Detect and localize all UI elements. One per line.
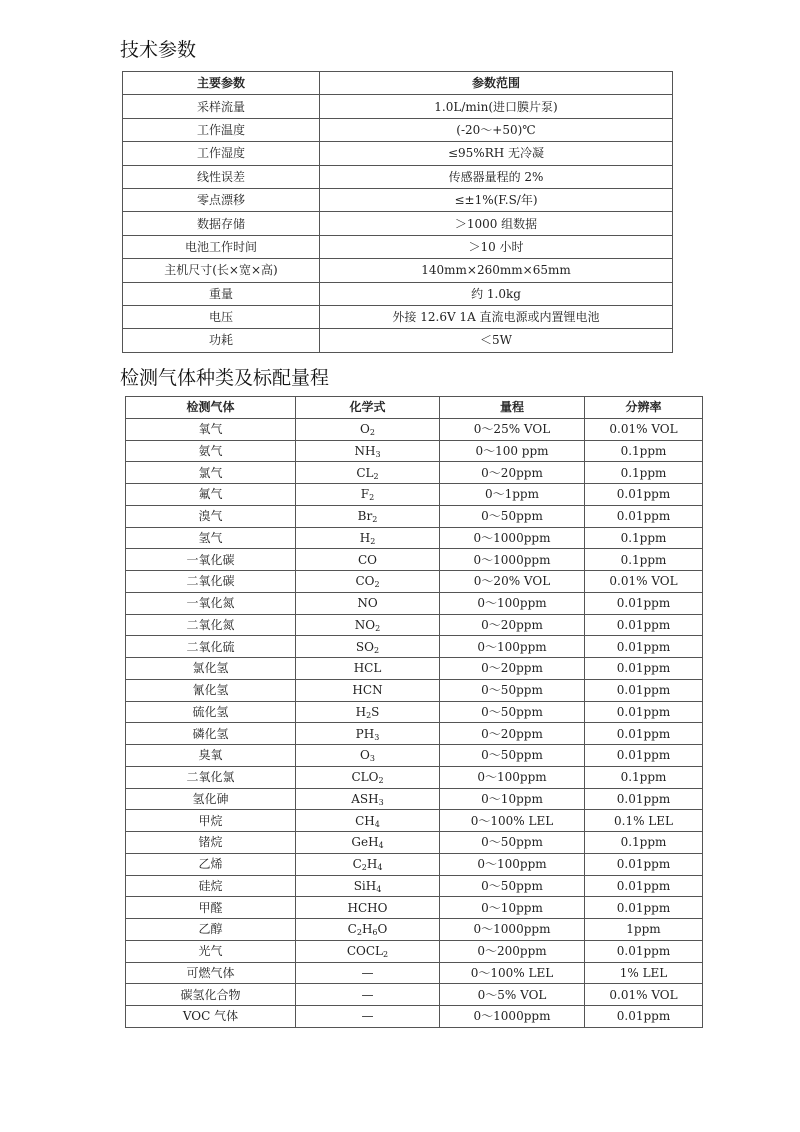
resolution: 0.01% VOL <box>585 418 703 440</box>
formula-subscript: 6 <box>372 928 378 938</box>
formula-part: O <box>360 748 370 763</box>
chemical-formula <box>296 636 440 658</box>
table-row <box>126 527 703 549</box>
gas-name: 二氧化氮 <box>126 614 296 636</box>
param-name: 功耗 <box>123 329 320 352</box>
resolution: 0.1ppm <box>585 766 703 788</box>
gas-name: 可燃气体 <box>126 962 296 984</box>
chemical-formula <box>296 788 440 810</box>
table-row <box>123 212 673 235</box>
formula-part: NH <box>354 443 376 458</box>
chemical-formula <box>296 984 440 1006</box>
table-row <box>123 235 673 258</box>
measure-range: 0～100ppm <box>440 766 585 788</box>
formula-subscript: 3 <box>374 732 380 742</box>
formula-subscript: 2 <box>375 623 381 633</box>
param-name: 采样流量 <box>123 95 320 118</box>
resolution: 0.1ppm <box>585 440 703 462</box>
gas-name: 磷化氢 <box>126 723 296 745</box>
table-row <box>123 188 673 211</box>
table-row <box>126 832 703 854</box>
table-row <box>123 305 673 328</box>
gas-name: 氯化氢 <box>126 658 296 680</box>
resolution: 0.01ppm <box>585 505 703 527</box>
chemical-formula <box>296 592 440 614</box>
table-row <box>126 658 703 680</box>
resolution: 0.01ppm <box>585 788 703 810</box>
table-row <box>126 679 703 701</box>
measure-range: 0～10ppm <box>440 788 585 810</box>
header-gas: 检测气体 <box>126 397 296 419</box>
table-row <box>123 142 673 165</box>
formula-subscript: 4 <box>377 863 383 873</box>
resolution: 0.01ppm <box>585 636 703 658</box>
chemical-formula <box>296 1006 440 1028</box>
measure-range: 0～50ppm <box>440 701 585 723</box>
chemical-formula <box>296 701 440 723</box>
chemical-formula <box>296 679 440 701</box>
formula-part: CL <box>356 465 374 480</box>
measure-range: 0～50ppm <box>440 832 585 854</box>
chemical-formula <box>296 658 440 680</box>
formula-subscript: 2 <box>361 863 367 873</box>
header-param-range: 参数范围 <box>320 72 673 95</box>
chemical-formula <box>296 919 440 941</box>
header-resolution: 分辨率 <box>585 397 703 419</box>
chemical-formula <box>296 527 440 549</box>
gas-name: 硫化氢 <box>126 701 296 723</box>
formula-part: HCHO <box>347 900 388 915</box>
measure-range: 0～20ppm <box>440 723 585 745</box>
measure-range: 0～5% VOL <box>440 984 585 1006</box>
formula-part: CH <box>355 813 375 828</box>
measure-range: 0～10ppm <box>440 897 585 919</box>
table-row <box>123 259 673 282</box>
gas-name: 氢气 <box>126 527 296 549</box>
param-name: 电压 <box>123 305 320 328</box>
formula-part: S <box>371 704 380 719</box>
table-row <box>126 571 703 593</box>
measure-range: 0～20ppm <box>440 462 585 484</box>
gas-name: 锗烷 <box>126 832 296 854</box>
param-value: 约 1.0kg <box>320 282 673 305</box>
formula-part: C <box>347 922 357 937</box>
formula-subscript: 2 <box>366 710 372 720</box>
table-row <box>126 592 703 614</box>
table-row <box>126 462 703 484</box>
chemical-formula <box>296 614 440 636</box>
formula-part: COCL <box>346 944 384 959</box>
gas-name: 溴气 <box>126 505 296 527</box>
formula-part: PH <box>355 726 375 741</box>
table-row <box>126 940 703 962</box>
table-row <box>126 984 703 1006</box>
param-value: ＞1000 组数据 <box>320 212 673 235</box>
chemical-formula <box>296 440 440 462</box>
param-value: ＞10 小时 <box>320 235 673 258</box>
gas-name: 氧气 <box>126 418 296 440</box>
table-row <box>126 636 703 658</box>
measure-range: 0～50ppm <box>440 875 585 897</box>
chemical-formula <box>296 853 440 875</box>
formula-subscript: 2 <box>369 493 375 503</box>
param-name: 线性误差 <box>123 165 320 188</box>
measure-range: 0～100% LEL <box>440 962 585 984</box>
formula-part: SiH <box>353 878 377 893</box>
formula-part: — <box>361 1009 374 1024</box>
param-name: 电池工作时间 <box>123 235 320 258</box>
header-formula: 化学式 <box>296 397 440 419</box>
measure-range: 0～20% VOL <box>440 571 585 593</box>
formula-part: — <box>361 965 374 980</box>
gas-name: 氯气 <box>126 462 296 484</box>
table-row <box>126 897 703 919</box>
chemical-formula <box>296 766 440 788</box>
formula-part: C <box>352 857 362 872</box>
resolution: 0.01ppm <box>585 897 703 919</box>
table-row <box>126 505 703 527</box>
header-range: 量程 <box>440 397 585 419</box>
param-value: 1.0L/min(进口膜片泵) <box>320 95 673 118</box>
table-row <box>126 810 703 832</box>
measure-range: 0～100% LEL <box>440 810 585 832</box>
formula-part: CO <box>355 574 375 589</box>
table-header-row <box>123 72 673 95</box>
formula-part: NO <box>354 617 376 632</box>
resolution: 0.1ppm <box>585 832 703 854</box>
table-row <box>123 282 673 305</box>
table-row <box>126 1006 703 1028</box>
resolution: 0.01ppm <box>585 853 703 875</box>
table-row <box>126 962 703 984</box>
table-row <box>123 165 673 188</box>
formula-part: GeH <box>351 835 379 850</box>
formula-subscript: 2 <box>373 645 380 655</box>
table-row <box>123 118 673 141</box>
formula-subscript: 2 <box>374 580 380 590</box>
formula-part: H <box>359 530 371 545</box>
measure-range: 0～100ppm <box>440 853 585 875</box>
gas-name: 二氧化碳 <box>126 571 296 593</box>
chemical-formula <box>296 832 440 854</box>
gas-name: 乙烯 <box>126 853 296 875</box>
formula-subscript: 2 <box>378 776 384 786</box>
table-row <box>126 484 703 506</box>
gas-name: 碳氢化合物 <box>126 984 296 1006</box>
gas-name: 臭氧 <box>126 745 296 767</box>
chemical-formula <box>296 723 440 745</box>
formula-part: SO <box>355 639 374 654</box>
param-value: ＜5W <box>320 329 673 352</box>
formula-part: O <box>377 922 388 937</box>
gas-name: 一氧化碳 <box>126 549 296 571</box>
table-row <box>126 614 703 636</box>
formula-subscript: 2 <box>356 928 362 938</box>
formula-part: F <box>360 487 370 502</box>
resolution: 0.1ppm <box>585 527 703 549</box>
formula-part: HCL <box>353 661 382 676</box>
formula-part: H <box>355 704 367 719</box>
chemical-formula <box>296 875 440 897</box>
formula-subscript: 2 <box>370 536 376 546</box>
formula-subscript: 3 <box>375 449 381 459</box>
table-header-row <box>126 397 703 419</box>
chemical-formula <box>296 745 440 767</box>
measure-range: 0～1000ppm <box>440 527 585 549</box>
param-value: 外接 12.6V 1A 直流电源或内置锂电池 <box>320 305 673 328</box>
gas-name: 二氧化氯 <box>126 766 296 788</box>
resolution: 0.01% VOL <box>585 571 703 593</box>
measure-range: 0～50ppm <box>440 745 585 767</box>
table-row <box>126 745 703 767</box>
resolution: 0.01ppm <box>585 592 703 614</box>
header-main-param: 主要参数 <box>123 72 320 95</box>
formula-subscript: 4 <box>378 841 384 851</box>
gas-range-table <box>125 396 703 1028</box>
formula-subscript: 2 <box>372 515 378 525</box>
table-row <box>126 919 703 941</box>
resolution: 1% LEL <box>585 962 703 984</box>
formula-subscript: 4 <box>374 819 380 829</box>
measure-range: 0～50ppm <box>440 505 585 527</box>
gas-name: 硅烷 <box>126 875 296 897</box>
resolution: 0.01ppm <box>585 679 703 701</box>
table-row <box>126 875 703 897</box>
measure-range: 0～100ppm <box>440 636 585 658</box>
formula-part: ASH <box>351 791 379 806</box>
chemical-formula <box>296 484 440 506</box>
table-row <box>126 766 703 788</box>
gas-name: 氢化砷 <box>126 788 296 810</box>
measure-range: 0～25% VOL <box>440 418 585 440</box>
table-row <box>126 701 703 723</box>
param-name: 数据存储 <box>123 212 320 235</box>
chemical-formula <box>296 810 440 832</box>
formula-subscript: 3 <box>378 797 384 807</box>
table-row <box>126 853 703 875</box>
table-row <box>126 549 703 571</box>
param-name: 主机尺寸(长×宽×高) <box>123 259 320 282</box>
gas-types-title: 检测气体种类及标配量程 <box>120 367 330 389</box>
gas-name: 乙醇 <box>126 919 296 941</box>
formula-subscript: 3 <box>369 754 375 764</box>
formula-part: HCN <box>352 683 383 698</box>
chemical-formula <box>296 549 440 571</box>
gas-name: 二氧化硫 <box>126 636 296 658</box>
resolution: 0.01ppm <box>585 875 703 897</box>
resolution: 0.01ppm <box>585 701 703 723</box>
formula-subscript: 2 <box>383 950 389 960</box>
chemical-formula <box>296 505 440 527</box>
formula-subscript: 2 <box>369 428 375 438</box>
param-value: ≤95%RH 无冷凝 <box>320 142 673 165</box>
measure-range: 0～1ppm <box>440 484 585 506</box>
param-name: 工作温度 <box>123 118 320 141</box>
resolution: 0.01ppm <box>585 940 703 962</box>
gas-name: 甲醛 <box>126 897 296 919</box>
chemical-formula <box>296 462 440 484</box>
formula-subscript: 4 <box>376 884 382 894</box>
measure-range: 0～1000ppm <box>440 1006 585 1028</box>
resolution: 0.01ppm <box>585 1006 703 1028</box>
tech-params-table <box>122 71 673 353</box>
table-row <box>126 723 703 745</box>
formula-part: CLO <box>351 770 379 785</box>
formula-part: CO <box>357 552 378 567</box>
gas-name: 氨气 <box>126 440 296 462</box>
formula-part: H <box>366 857 378 872</box>
measure-range: 0～1000ppm <box>440 919 585 941</box>
gas-name: 甲烷 <box>126 810 296 832</box>
resolution: 0.01ppm <box>585 614 703 636</box>
param-value: (-20～+50)℃ <box>320 118 673 141</box>
resolution: 0.01ppm <box>585 745 703 767</box>
chemical-formula <box>296 962 440 984</box>
table-row <box>123 95 673 118</box>
measure-range: 0～20ppm <box>440 614 585 636</box>
param-name: 零点漂移 <box>123 188 320 211</box>
gas-name: VOC 气体 <box>126 1006 296 1028</box>
resolution: 0.1ppm <box>585 549 703 571</box>
formula-part: H <box>361 922 373 937</box>
chemical-formula <box>296 897 440 919</box>
gas-name: 光气 <box>126 940 296 962</box>
chemical-formula <box>296 571 440 593</box>
table-row <box>126 440 703 462</box>
param-name: 重量 <box>123 282 320 305</box>
gas-name: 氟气 <box>126 484 296 506</box>
param-value: 传感器量程的 2% <box>320 165 673 188</box>
measure-range: 0～1000ppm <box>440 549 585 571</box>
formula-part: NO <box>357 596 378 611</box>
resolution: 0.01% VOL <box>585 984 703 1006</box>
param-name: 工作湿度 <box>123 142 320 165</box>
measure-range: 0～100ppm <box>440 592 585 614</box>
resolution: 0.01ppm <box>585 723 703 745</box>
formula-part: Br <box>357 509 373 524</box>
gas-name: 一氧化氮 <box>126 592 296 614</box>
formula-subscript: 2 <box>373 471 379 481</box>
gas-name: 氰化氢 <box>126 679 296 701</box>
table-row <box>123 329 673 352</box>
formula-part: — <box>361 987 374 1002</box>
resolution: 0.01ppm <box>585 484 703 506</box>
resolution: 1ppm <box>585 919 703 941</box>
measure-range: 0～200ppm <box>440 940 585 962</box>
formula-part: O <box>360 422 370 437</box>
param-value: 140mm×260mm×65mm <box>320 259 673 282</box>
measure-range: 0～50ppm <box>440 679 585 701</box>
table-row <box>126 418 703 440</box>
resolution: 0.01ppm <box>585 658 703 680</box>
chemical-formula <box>296 418 440 440</box>
param-value: ≤±1%(F.S/年) <box>320 188 673 211</box>
tech-params-title: 技术参数 <box>120 39 197 61</box>
measure-range: 0～100 ppm <box>440 440 585 462</box>
resolution: 0.1ppm <box>585 462 703 484</box>
measure-range: 0～20ppm <box>440 658 585 680</box>
chemical-formula <box>296 940 440 962</box>
resolution: 0.1% LEL <box>585 810 703 832</box>
table-row <box>126 788 703 810</box>
